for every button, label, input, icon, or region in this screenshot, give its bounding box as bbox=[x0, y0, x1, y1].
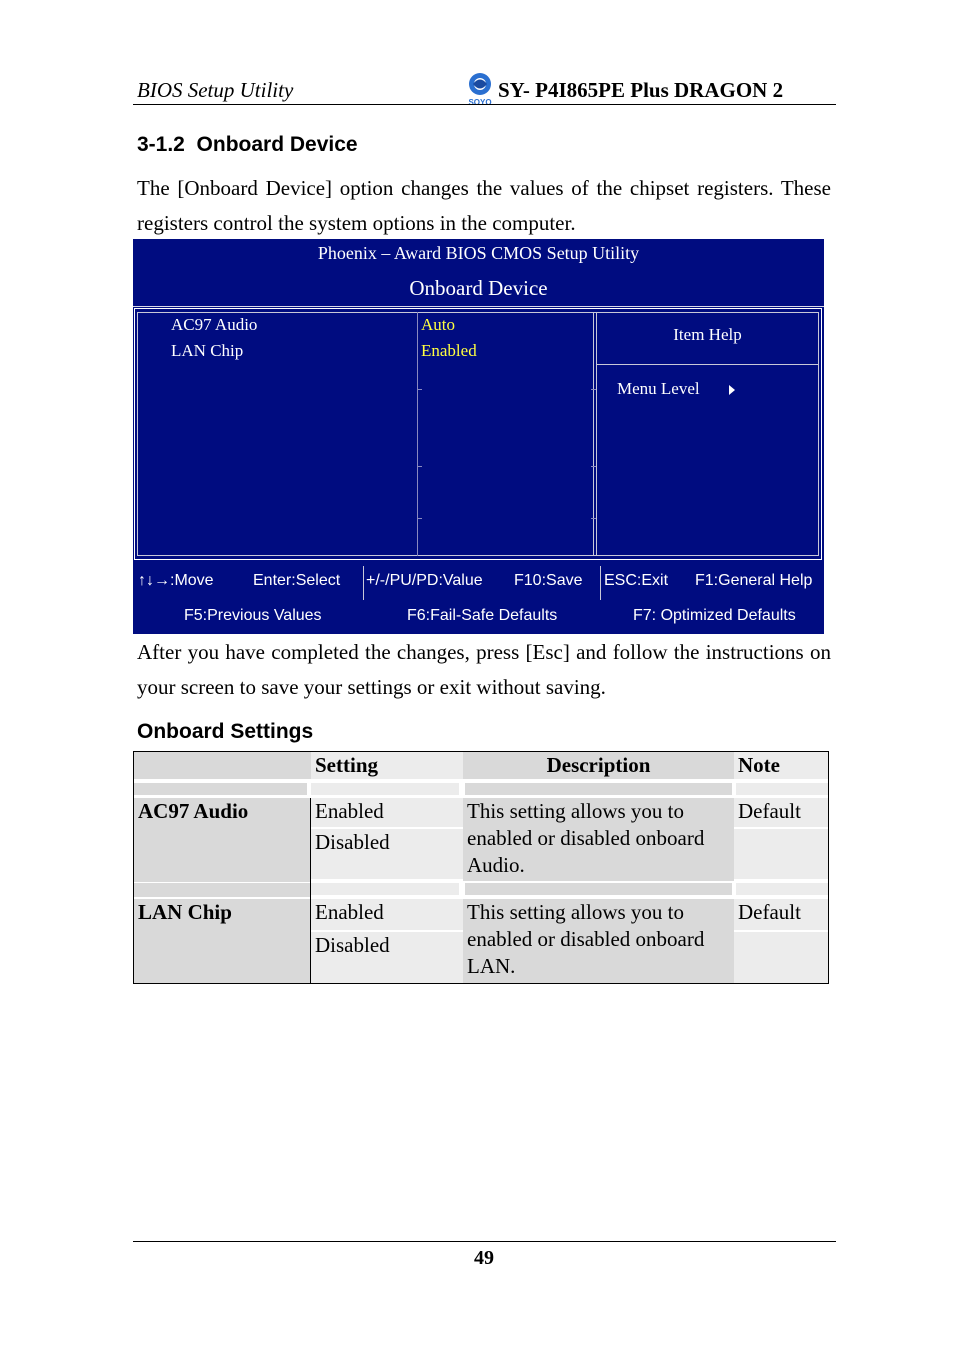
key-hint-previous: F5:Previous Values bbox=[184, 607, 322, 624]
key-hint-save: F10:Save bbox=[514, 572, 583, 589]
bios-title-separator bbox=[133, 306, 824, 307]
bios-item-ac97-audio[interactable]: AC97 Audio bbox=[171, 315, 258, 334]
key-hint-help: F1:General Help bbox=[695, 572, 813, 589]
bios-help-divider bbox=[593, 312, 594, 556]
after-paragraph: After you have completed the changes, press [Esc] and follow the instructions on your screen to save your settings or exit without saving. bbox=[137, 640, 831, 699]
table-spacer bbox=[311, 883, 459, 895]
table-description: This setting allows you to enabled or disabled onboard Audio. bbox=[463, 798, 734, 881]
bios-tick bbox=[591, 466, 596, 467]
bios-column-divider bbox=[417, 312, 418, 556]
table-header-note: Note bbox=[734, 752, 828, 779]
key-divider bbox=[600, 566, 601, 600]
running-header-title: BIOS Setup Utility bbox=[137, 78, 294, 102]
header-rule bbox=[133, 104, 836, 105]
bios-screen bbox=[133, 239, 824, 634]
bios-value-lan-chip[interactable]: Enabled bbox=[421, 341, 477, 360]
intro-paragraph: The [Onboard Device] option changes the values of the chipset registers. These registers control the system options in the computer. bbox=[137, 176, 831, 235]
table-header-description: Description bbox=[463, 752, 734, 779]
table-note: Default bbox=[734, 899, 828, 930]
table-note-empty bbox=[734, 829, 828, 879]
key-hint-value: +/-/PU/PD:Value bbox=[366, 572, 483, 589]
bios-tick bbox=[417, 518, 422, 519]
table-note: Default bbox=[734, 798, 828, 827]
key-hint-esc: ESC:Exit bbox=[604, 572, 669, 589]
bios-value-ac97-audio[interactable]: Auto bbox=[421, 315, 455, 334]
table-spacer bbox=[134, 783, 307, 795]
section-title: 3-1.2 Onboard Device bbox=[137, 133, 358, 156]
bios-title: Phoenix – Award BIOS CMOS Setup Utility bbox=[317, 243, 640, 263]
key-divider bbox=[363, 566, 364, 600]
table-row-name: LAN Chip bbox=[134, 899, 311, 983]
table-description: This setting allows you to enabled or disabled onboard LAN. bbox=[463, 899, 734, 983]
soyo-logo-icon bbox=[463, 69, 497, 107]
key-hint-enter: Enter:Select bbox=[253, 572, 341, 589]
item-help-heading: Item Help bbox=[673, 325, 742, 344]
table-spacer bbox=[134, 883, 311, 897]
page-number: 49 bbox=[474, 1247, 494, 1269]
bios-help-separator bbox=[596, 364, 819, 365]
table-row-name: AC97 Audio bbox=[134, 798, 311, 882]
table-spacer bbox=[311, 783, 459, 795]
key-hint-move: ↑↓→:Move bbox=[138, 572, 214, 589]
table-spacer bbox=[736, 883, 828, 895]
table-header-setting: Setting bbox=[311, 752, 463, 779]
bios-help-divider bbox=[596, 312, 597, 556]
key-hint-failsafe: F6:Fail-Safe Defaults bbox=[407, 607, 558, 624]
table-spacer bbox=[465, 783, 732, 795]
bios-tick bbox=[417, 466, 422, 467]
bios-tick bbox=[417, 389, 422, 390]
triangle-right-icon bbox=[729, 385, 735, 395]
menu-level-label: Menu Level bbox=[617, 379, 700, 398]
table-setting-option: Disabled bbox=[311, 829, 463, 879]
bios-page-title: Onboard Device bbox=[409, 276, 548, 300]
settings-table bbox=[133, 751, 829, 984]
bios-tick bbox=[591, 518, 596, 519]
table-spacer bbox=[736, 783, 828, 795]
svg-text:SOYO: SOYO bbox=[468, 98, 492, 107]
table-setting-option: Enabled bbox=[311, 899, 463, 930]
key-hint-optimized: F7: Optimized Defaults bbox=[633, 607, 796, 624]
running-header-model: SY- P4I865PE Plus DRAGON 2 bbox=[498, 78, 784, 102]
table-header-cell bbox=[134, 752, 311, 779]
bios-tick bbox=[591, 389, 596, 390]
table-spacer bbox=[465, 883, 732, 895]
table-title: Onboard Settings bbox=[137, 720, 314, 743]
footer-rule bbox=[133, 1241, 836, 1242]
table-setting-option: Disabled bbox=[311, 932, 463, 983]
table-note-empty bbox=[734, 932, 828, 983]
bios-item-lan-chip[interactable]: LAN Chip bbox=[171, 341, 244, 360]
table-setting-option: Enabled bbox=[311, 798, 463, 827]
table-divider bbox=[310, 798, 311, 983]
